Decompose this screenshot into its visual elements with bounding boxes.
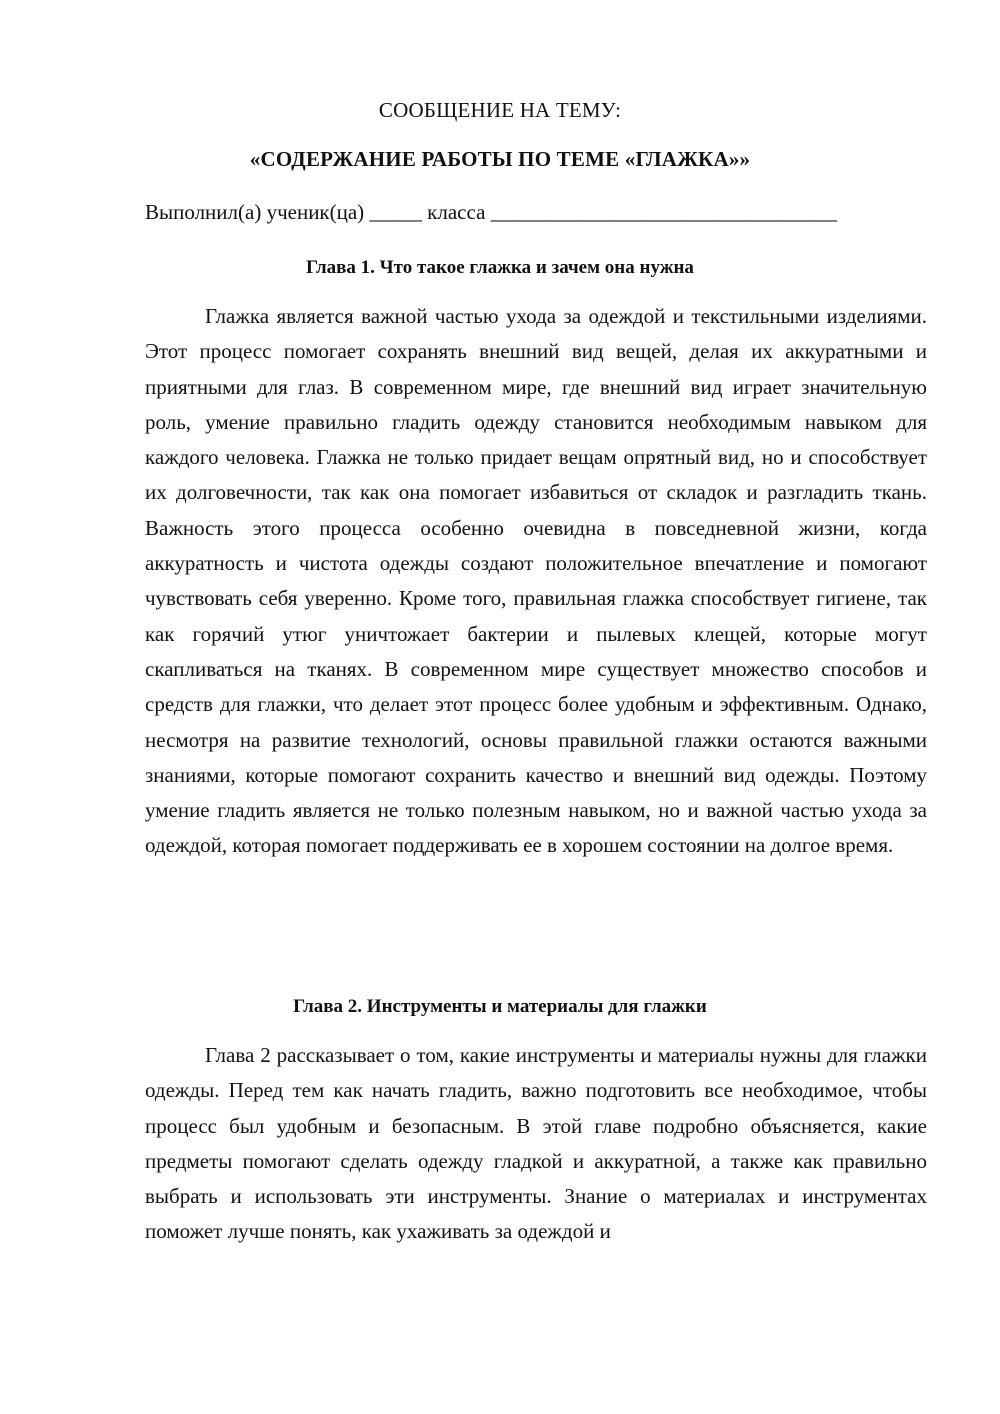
chapter-2-paragraph: Глава 2 рассказывает о том, какие инструменты и материалы нужны для глажки одежды. Перед тем как начать гладить, важно подготовить все необходимое, чтобы процесс был удобным и безопасным. В этой главе подробно объясняется, какие предметы помогают сделать одежду гладкой и аккуратной, а также как правильно выбрать и использовать эти инструменты. Знание о материалах и инструментах поможет лучше понять, как ухаживать за одеждой и <box>145 1043 927 1244</box>
document-title-line-1: СООБЩЕНИЕ НА ТЕМУ: <box>378 98 622 122</box>
document-title-line-2: «СОДЕРЖАНИЕ РАБОТЫ ПО ТЕМЕ «ГЛАЖКА»» <box>249 147 751 171</box>
chapter-1-heading: Глава 1. Что такое глажка и зачем она нужна <box>306 257 694 278</box>
author-line: Выполнил(а) ученик(ца) _____ класса _________________________________ <box>145 200 838 224</box>
chapter-2-heading: Глава 2. Инструменты и материалы для глажки <box>293 996 707 1017</box>
chapter-1-paragraph: Глажка является важной частью ухода за одеждой и текстильными изделиями. Этот процесс помогает сохранять внешний вид вещей, делая их аккуратными и приятными для глаз. В современном мире, где внешний вид играет значительную роль, умение правильно гладить одежду становится необходимым навыком для каждого человека. Глажка не только придает вещам опрятный вид, но и способствует их долговечности, так как она помогает избавиться от складок и разгладить ткань. Важность этого процесса особенно очевидна в повседневной жизни, когда аккуратность и чистота одежды создают положительное впечатление и помогают чувствовать себя уверенно. Кроме того, правильная глажка способствует гигиене, так как горячий утюг уничтожает бактерии и пылевых клещей, которые могут скапливаться на тканях. В современном мире существует множество способов и средств для глажки, что делает этот процесс более удобным и эффективным. Однако, несмотря на развитие технологий, основы правильной глажки остаются важными знаниями, которые помогают сохранить качество и внешний вид одежды. Поэтому умение гладить является не только полезным навыком, но и важной частью ухода за одеждой, которая помогает поддерживать ее в хорошем состоянии на долгое время. <box>145 304 927 858</box>
